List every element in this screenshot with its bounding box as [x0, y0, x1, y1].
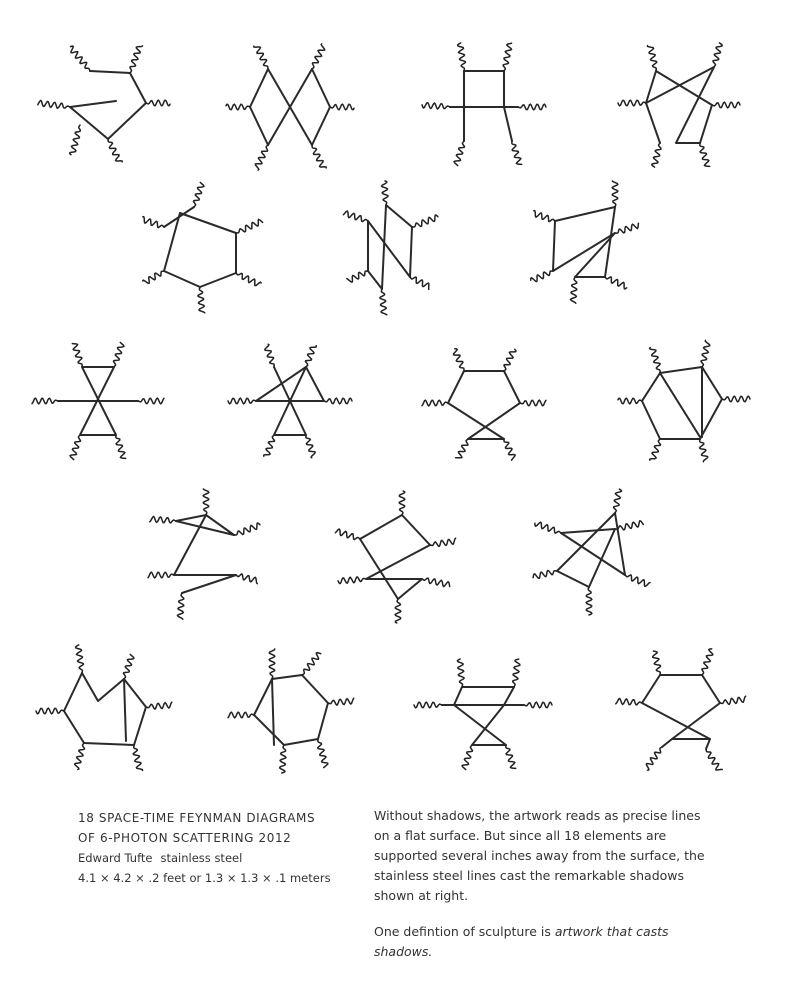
caption-artist-material	[78, 848, 348, 868]
photon-wavy-line	[114, 342, 124, 367]
photon-wavy-line	[700, 439, 708, 462]
photon-wavy-line	[503, 43, 511, 71]
electron-line	[454, 687, 514, 745]
photon-wavy-line	[76, 645, 84, 673]
photon-wavy-line	[116, 435, 126, 458]
electron-line	[254, 675, 328, 745]
photon-wavy-line	[302, 653, 321, 675]
photon-wavy-line	[712, 102, 740, 108]
photon-wavy-line	[228, 712, 254, 718]
photon-wavy-line	[146, 100, 170, 106]
feynman-diagram-5	[143, 182, 263, 312]
photon-wavy-line	[520, 400, 546, 406]
photon-wavy-line	[269, 649, 275, 679]
photon-wavy-line	[615, 223, 638, 233]
description-paragraph-2	[374, 922, 714, 962]
photon-wavy-line	[702, 649, 713, 675]
photon-wavy-line	[70, 125, 81, 155]
electron-line	[368, 205, 412, 289]
photon-wavy-line	[571, 277, 577, 303]
photon-wavy-line	[70, 435, 80, 460]
photon-wavy-line	[228, 398, 256, 404]
photon-wavy-line	[618, 398, 642, 404]
electron-line	[662, 739, 672, 747]
photon-wavy-line	[338, 577, 366, 584]
photon-wavy-line	[605, 277, 627, 289]
feynman-diagram-4	[618, 43, 740, 167]
photon-wavy-line	[410, 277, 429, 289]
photon-wavy-line	[312, 44, 325, 69]
photon-wavy-line	[255, 145, 268, 170]
photon-wavy-line	[430, 538, 456, 546]
photon-wavy-line	[382, 181, 388, 205]
photon-wavy-line	[150, 517, 176, 523]
description-paragraph-1: Without shadows, the artwork reads as precise lines on a flat surface. But since all 18 elements are supported several inches away from the surface, the stainless steel lines cast the remarkable shadows shown at right.	[374, 808, 705, 903]
photon-wavy-line	[324, 398, 352, 404]
photon-wavy-line	[280, 745, 286, 773]
photon-wavy-line	[652, 143, 661, 167]
photon-wavy-line	[306, 346, 317, 367]
electron-line	[250, 69, 268, 145]
photon-wavy-line	[347, 271, 368, 282]
feynman-diagram-17	[414, 659, 552, 770]
photon-wavy-line	[512, 141, 522, 164]
photon-wavy-line	[504, 349, 516, 371]
description-paragraph-2-emphasis: artwork that casts shadows.	[374, 924, 669, 959]
feynman-diagram-12	[148, 489, 260, 619]
electron-line	[272, 679, 274, 745]
description-paragraph-2-text: One defintion of sculpture is	[374, 924, 555, 939]
photon-wavy-line	[148, 572, 174, 578]
photon-wavy-line	[226, 104, 250, 110]
photon-wavy-line	[454, 349, 465, 371]
electron-line	[174, 515, 236, 593]
feynman-diagram-15	[36, 645, 172, 771]
photon-wavy-line	[236, 220, 263, 234]
electron-line	[268, 107, 312, 145]
photon-wavy-line	[36, 708, 64, 714]
electron-line	[164, 213, 236, 287]
photon-wavy-line	[254, 46, 268, 69]
feynman-diagram-7	[531, 181, 639, 303]
photon-wavy-line	[236, 273, 261, 286]
feynman-diagram-18	[616, 649, 746, 770]
photon-wavy-line	[414, 702, 442, 708]
photon-wavy-line	[531, 271, 553, 282]
photon-wavy-line	[124, 654, 134, 679]
photon-wavy-line	[506, 745, 516, 768]
caption-artist: Edward Tufte	[78, 851, 153, 865]
photon-wavy-line	[706, 749, 722, 770]
photon-wavy-line	[533, 571, 557, 579]
electron-line	[553, 207, 615, 277]
photon-wavy-line	[380, 289, 387, 315]
photon-wavy-line	[265, 344, 274, 367]
feynman-diagram-9	[228, 344, 352, 458]
photon-wavy-line	[312, 145, 326, 168]
electron-line	[70, 71, 146, 139]
photon-wavy-line	[650, 348, 661, 374]
photon-wavy-line	[72, 344, 82, 367]
photon-wavy-line	[653, 651, 661, 675]
photon-wavy-line	[422, 400, 448, 406]
photon-wavy-line	[422, 578, 450, 586]
photon-wavy-line	[264, 435, 275, 456]
photon-wavy-line	[108, 139, 122, 162]
caption-title-line-2: OF 6-PHOTON SCATTERING 2012	[78, 831, 292, 845]
feynman-diagram-16	[228, 649, 354, 773]
photon-wavy-line	[456, 439, 468, 458]
photon-wavy-line	[513, 659, 520, 687]
photon-wavy-line	[71, 46, 91, 71]
photon-wavy-line	[395, 599, 401, 623]
photon-wavy-line	[133, 745, 142, 770]
feynman-diagram-3	[422, 43, 546, 166]
photon-wavy-line	[143, 271, 164, 283]
photon-wavy-line	[504, 439, 515, 460]
artwork-description	[374, 806, 714, 962]
photon-wavy-line	[38, 101, 70, 109]
photon-wavy-line	[335, 529, 360, 539]
electron-line	[642, 367, 722, 439]
photon-wavy-line	[614, 489, 622, 513]
photon-wavy-line	[399, 491, 405, 515]
photon-wavy-line	[722, 396, 750, 402]
photon-wavy-line	[32, 398, 58, 404]
photon-wavy-line	[138, 398, 164, 404]
photon-wavy-line	[648, 46, 657, 71]
photon-wavy-line	[713, 43, 722, 67]
photon-wavy-line	[143, 217, 164, 228]
caption-material: stainless steel	[160, 851, 243, 865]
photon-wavy-line	[700, 143, 710, 166]
photon-wavy-line	[146, 702, 172, 709]
photon-wavy-line	[615, 521, 643, 530]
electron-line	[312, 69, 330, 145]
feynman-diagram-2	[226, 44, 354, 170]
photon-wavy-line	[454, 141, 464, 166]
electron-line	[646, 103, 660, 143]
photon-wavy-line	[612, 181, 618, 207]
photon-wavy-line	[236, 574, 257, 584]
photon-wavy-line	[650, 439, 661, 460]
photon-wavy-line	[701, 340, 710, 367]
photon-wavy-line	[75, 743, 85, 770]
electron-line	[360, 515, 430, 599]
photon-wavy-line	[178, 593, 184, 619]
photon-wavy-line	[518, 104, 546, 110]
photon-wavy-line	[198, 287, 205, 313]
photon-wavy-line	[130, 46, 143, 73]
photon-wavy-line	[534, 211, 555, 222]
photon-wavy-line	[458, 43, 466, 71]
photon-wavy-line	[646, 747, 662, 770]
photon-wavy-line	[616, 699, 642, 705]
feynman-diagram-10	[422, 349, 546, 461]
electron-line	[642, 675, 720, 739]
photon-wavy-line	[203, 489, 209, 515]
photon-wavy-line	[625, 575, 650, 586]
electron-line	[268, 69, 312, 107]
photon-wavy-line	[524, 702, 552, 708]
photon-wavy-line	[318, 739, 328, 768]
photon-wavy-line	[535, 522, 561, 533]
artwork-caption	[78, 808, 348, 888]
electron-line	[706, 739, 710, 749]
feynman-diagram-1	[38, 46, 170, 162]
photon-wavy-line	[618, 100, 646, 106]
feynman-diagram-8	[32, 342, 164, 459]
electron-line	[64, 673, 146, 745]
photon-wavy-line	[412, 215, 438, 227]
photon-wavy-line	[330, 104, 354, 110]
photon-wavy-line	[422, 103, 450, 109]
caption-dimensions: 4.1 × 4.2 × .2 feet or 1.3 × 1.3 × .1 meters	[78, 871, 331, 885]
photon-wavy-line	[194, 182, 204, 207]
electron-line	[557, 513, 625, 587]
photon-wavy-line	[586, 587, 592, 615]
photon-wavy-line	[720, 696, 746, 704]
photon-wavy-line	[234, 523, 260, 535]
photon-wavy-line	[306, 435, 315, 458]
feynman-diagram-11	[618, 340, 750, 461]
feynman-diagram-6	[343, 181, 438, 315]
electron-line	[448, 371, 520, 439]
feynman-diagram-14	[533, 489, 650, 615]
photon-wavy-line	[328, 698, 354, 705]
electron-line	[256, 367, 324, 435]
feynman-diagram-13	[335, 491, 455, 623]
photon-wavy-line	[343, 211, 368, 221]
electron-line	[82, 673, 124, 701]
photon-wavy-line	[457, 659, 464, 687]
caption-title-line-1: 18 SPACE-TIME FEYNMAN DIAGRAMS	[78, 811, 316, 825]
photon-wavy-line	[462, 745, 472, 770]
